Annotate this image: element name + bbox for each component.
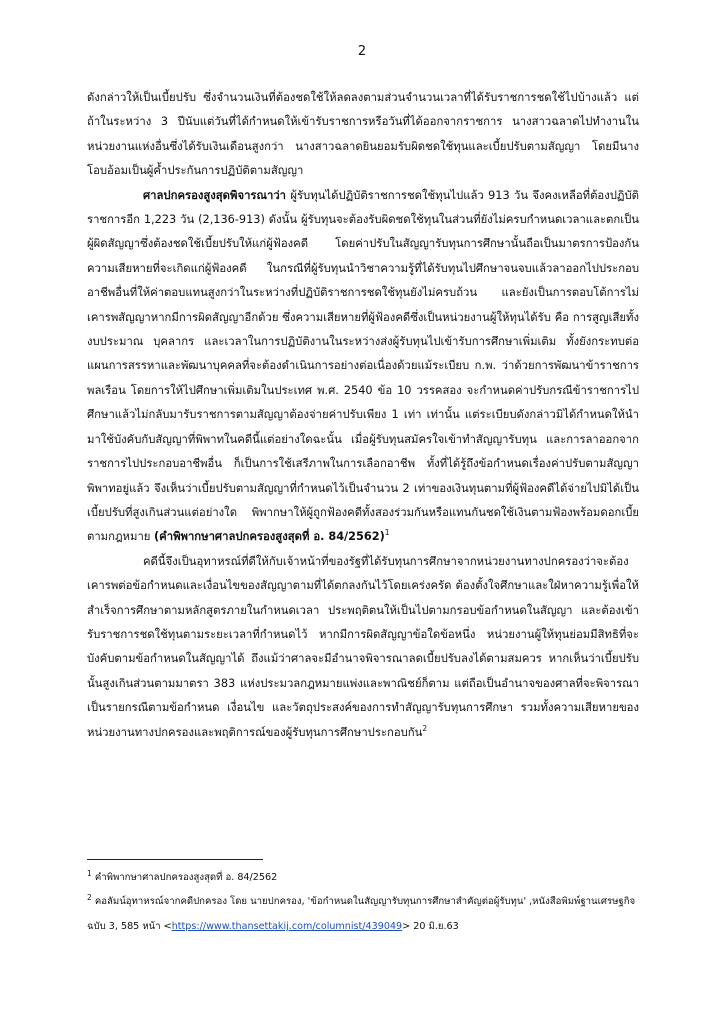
footnotes [87, 866, 639, 939]
footnote-2-text: คอลัมน์อุทาหรณ์จากคดีปกครอง โดย นายปกครอง, 'ข้อกำหนดในสัญญารับทุนการศึกษาสำคัญต่อผู้รับทุน' ,หนังสือพิมพ์ฐานเศรษฐกิจ ฉบับ 3, 585 หน้า < [87, 896, 636, 932]
page-number: 2 [357, 44, 367, 59]
footnote-1 [87, 866, 639, 890]
paragraph-2 [87, 184, 639, 550]
paragraph-3 [87, 550, 639, 745]
paragraph-3-text: คดีนี้จึงเป็นอุทาหรณ์ที่ดีให้กับเจ้าหน้าที่ของรัฐที่ได้รับทุนการศึกษาจากหน่วยงานทางปกครองว่าจะต้องเคารพต่อข้อกำหนดและเงื่อนไขของสัญญาตามที่ได้ตกลงกันไว้โดยเคร่งครัด ต้องตั้งใจศึกษาและใฝ่หาความรู้เพื่อให้สำเร็จการศึกษาตามหลักสูตรภายในกำหนดเวลา ประพฤติตนให้เป็นไปตามกรอบข้อกำหนดในสัญญา และต้องเข้ารับราชการชดใช้ทุนตามระยะเวลาที่กำหนดไว้ หากมีการผิดสัญญาข้อใดข้อหนึ่ง หน่วยงานผู้ให้ทุนย่อมมีสิทธิที่จะบังคับตามข้อกำหนดในสัญญาได้ ถึงแม้ว่าศาลจะมีอำนาจพิจารณาลดเบี้ยปรับลงได้ตามสมควร หากเห็นว่าเบี้ยปรับนั้นสูงเกินส่วนตามมาตรา 383 แห่งประมวลกฎหมายแพ่งและพาณิชย์ก็ตาม แต่ถือเป็นอำนาจของศาลที่จะพิจารณาเป็นรายกรณีตามข้อกำหนด เงื่อนไข และวัตถุประสงค์ของการทำสัญญารับทุนการศึกษา รวมทั้งความเสียหายของหน่วยงานทางปกครองและพฤติการณ์ของผู้รับทุนการศึกษาประกอบกัน [87, 554, 639, 739]
footnote-divider [87, 859, 263, 860]
footnote-1-mark: 1 [87, 868, 92, 878]
footnote-2-date: > 20 มิ.ย.63 [402, 920, 459, 932]
footnote-2 [87, 890, 639, 939]
footnote-2-mark: 2 [87, 893, 92, 903]
judgment-citation: (คำพิพากษาศาลปกครองสูงสุดที่ อ. 84/2562) [154, 530, 385, 544]
paragraph-2-text: ผู้รับทุนได้ปฏิบัติราชการชดใช้ทุนไปแล้ว 913 วัน จึงคงเหลือที่ต้องปฏิบัติราชการอีก 1,223 วัน (2,136-913) ดังนั้น ผู้รับทุนจะต้องรับผิดชดใช้ทุนในส่วนที่ยังไม่ครบกำหนดเวลาและตกเป็นผู้ผิดสัญญาซึ่งต้องชดใช้เบี้ยปรับให้แก่ผู้ฟ้องคดี โดยค่าปรับในสัญญารับทุนการศึกษานั้นถือเป็นมาตรการป้องกันความเสียหายที่จะเกิดแก่ผู้ฟ้องคดี ในกรณีที่ผู้รับทุนนำวิชาความรู้ที่ได้รับทุนไปศึกษาจนจบแล้วลาออกไปประกอบอาชีพอื่นที่ให้ค่าตอบแทนสูงกว่าในระหว่างที่ปฏิบัติราชการชดใช้ทุนยังไม่ครบถ้วน และยังเป็นการตอบโต้การไม่เคารพสัญญาหากมีการผิดสัญญาอีกด้วย ซึ่งความเสียหายที่ผู้ฟ้องคดีซึ่งเป็นหน่วยงานผู้ให้ทุนได้รับ คือ การสูญเสียทั้งงบประมาณ บุคลากร และเวลาในการปฏิบัติงานในระหว่างส่งผู้รับทุนไปเข้ารับการศึกษาเพิ่มเติม ทั้งยังกระทบต่อแผนการสรรหาและพัฒนาบุคคลที่จะต้องดำเนินการอย่างต่อเนื่องด้วยแม้ระเบียบ ก.พ. ว่าด้วยการพัฒนาข้าราชการพลเรือน โดยการให้ไปศึกษาเพิ่มเติมในประเทศ พ.ศ. 2540 ข้อ 10 วรรคสอง จะกำหนดค่าปรับกรณีข้าราชการไปศึกษาแล้วไม่กลับมารับราชการตามสัญญาต้องจ่ายค่าปรับเพียง 1 เท่า เท่านั้น แต่ระเบียบดังกล่าวมิได้กำหนดให้นำมาใช้บังคับกับสัญญาที่พิพาทในคดีนี้แต่อย่างใดฉะนั้น เมื่อผู้รับทุนสมัครใจเข้าทำสัญญารับทุน และการลาออกจากราชการไปประกอบอาชีพอื่น ก็เป็นการใช้เสรีภาพในการเลือกอาชีพ ทั้งที่ได้รู้ถึงข้อกำหนดเรื่องค่าปรับตามสัญญาพิพาทอยู่แล้ว จึงเห็นว่าเบี้ยปรับตามสัญญาที่กำหนดไว้เป็นจำนวน 2 เท่าของเงินทุนตามที่ผู้ฟ้องคดีได้จ่ายไปมิได้เป็นเบี้ยปรับที่สูงเกินส่วนแต่อย่างใด พิพากษาให้ผู้ถูกฟ้องคดีทั้งสองร่วมกันหรือแทนกันชดใช้เงินตามฟ้องพร้อมดอกเบี้ยตามกฎหมาย [87, 188, 639, 544]
footnote-2-link[interactable]: https://www.thansettakij.com/columnist/439049 [171, 920, 403, 932]
court-ruling-heading: ศาลปกครองสูงสุดพิจารณาว่า [143, 188, 287, 202]
paragraph-1: ดังกล่าวให้เป็นเบี้ยปรับ ซึ่งจำนวนเงินที่ต้องชดใช้ให้ลดลงตามส่วนจำนวนเวลาที่ได้รับราชการชดใช้ไปบ้างแล้ว แต่ถ้าในระหว่าง 3 ปีนับแต่วันที่ได้กำหนดให้เข้ารับราชการหรือวันที่ได้ออกจากราชการ นางสาวฉลาดไปทำงานในหน่วยงานแห่งอื่นซึ่งได้รับเงินเดือนสูงกว่า นางสาวฉลาดยินยอมรับผิดชดใช้ทุนและเบี้ยปรับตามสัญญา โดยมีนางโอบอ้อมเป็นผู้ค้ำประกันการปฏิบัติตามสัญญา [87, 91, 639, 178]
footnote-reference-1[interactable]: 1 [384, 528, 390, 538]
body-text [87, 86, 639, 745]
footnote-1-text: คำพิพากษาศาลปกครองสูงสุดที่ อ. 84/2562 [91, 872, 278, 883]
footnote-reference-2[interactable]: 2 [422, 723, 428, 733]
